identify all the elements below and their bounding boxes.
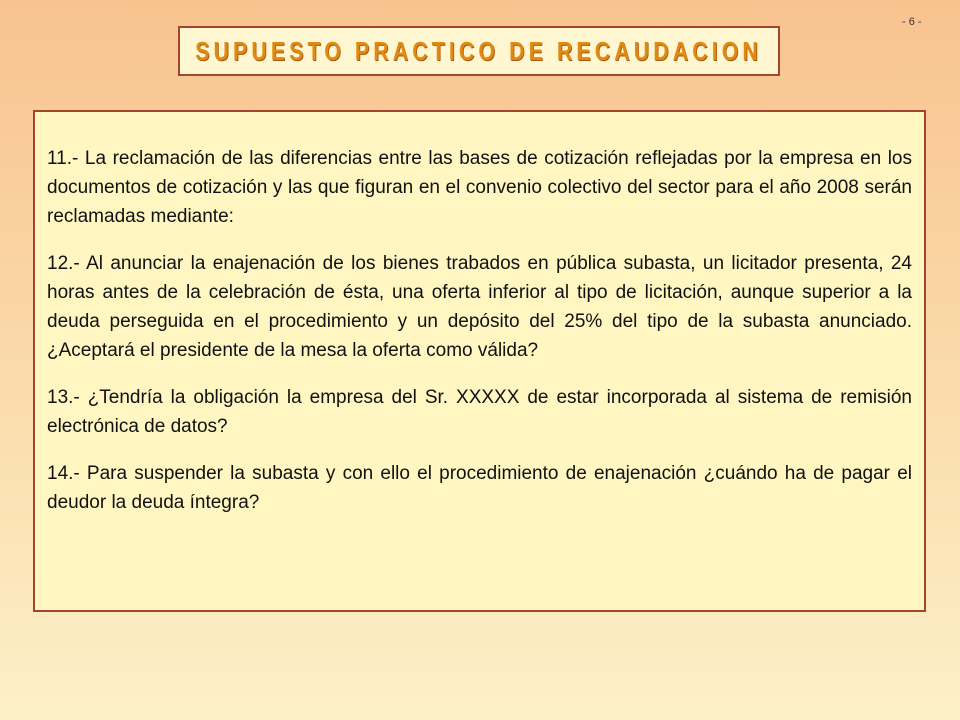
question-11: 11.- La reclamación de las diferencias entre las bases de cotización reflejadas por la empresa en los documentos de cotización y las que figuran en el convenio colectivo del sector para el año 2008 serán reclamadas mediante: — [47, 148, 912, 227]
question-14: 14.- Para suspender la subasta y con ello el procedimiento de enajenación ¿cuándo ha de pagar el deudor la deuda íntegra? — [47, 463, 912, 513]
question-12: 12.- Al anunciar la enajenación de los bienes trabados en pública subasta, un licitador presenta, 24 horas antes de la celebración de ésta, una oferta inferior al tipo de licitación, aunque superior a la deuda perseguida en el procedimiento y un depósito del 25% del tipo de la subasta anunciado. ¿Aceptará el presidente de la mesa la oferta como válida? — [47, 253, 912, 361]
page-title: SUPUESTO PRACTICO DE RECAUDACION — [195, 35, 763, 66]
question-13: 13.- ¿Tendría la obligación la empresa del Sr. XXXXX de estar incorporada al sistema de remisión electrónica de datos? — [47, 387, 912, 437]
page-number: - 6 - — [902, 16, 922, 28]
title-banner — [178, 26, 780, 76]
questions-panel — [33, 110, 926, 612]
